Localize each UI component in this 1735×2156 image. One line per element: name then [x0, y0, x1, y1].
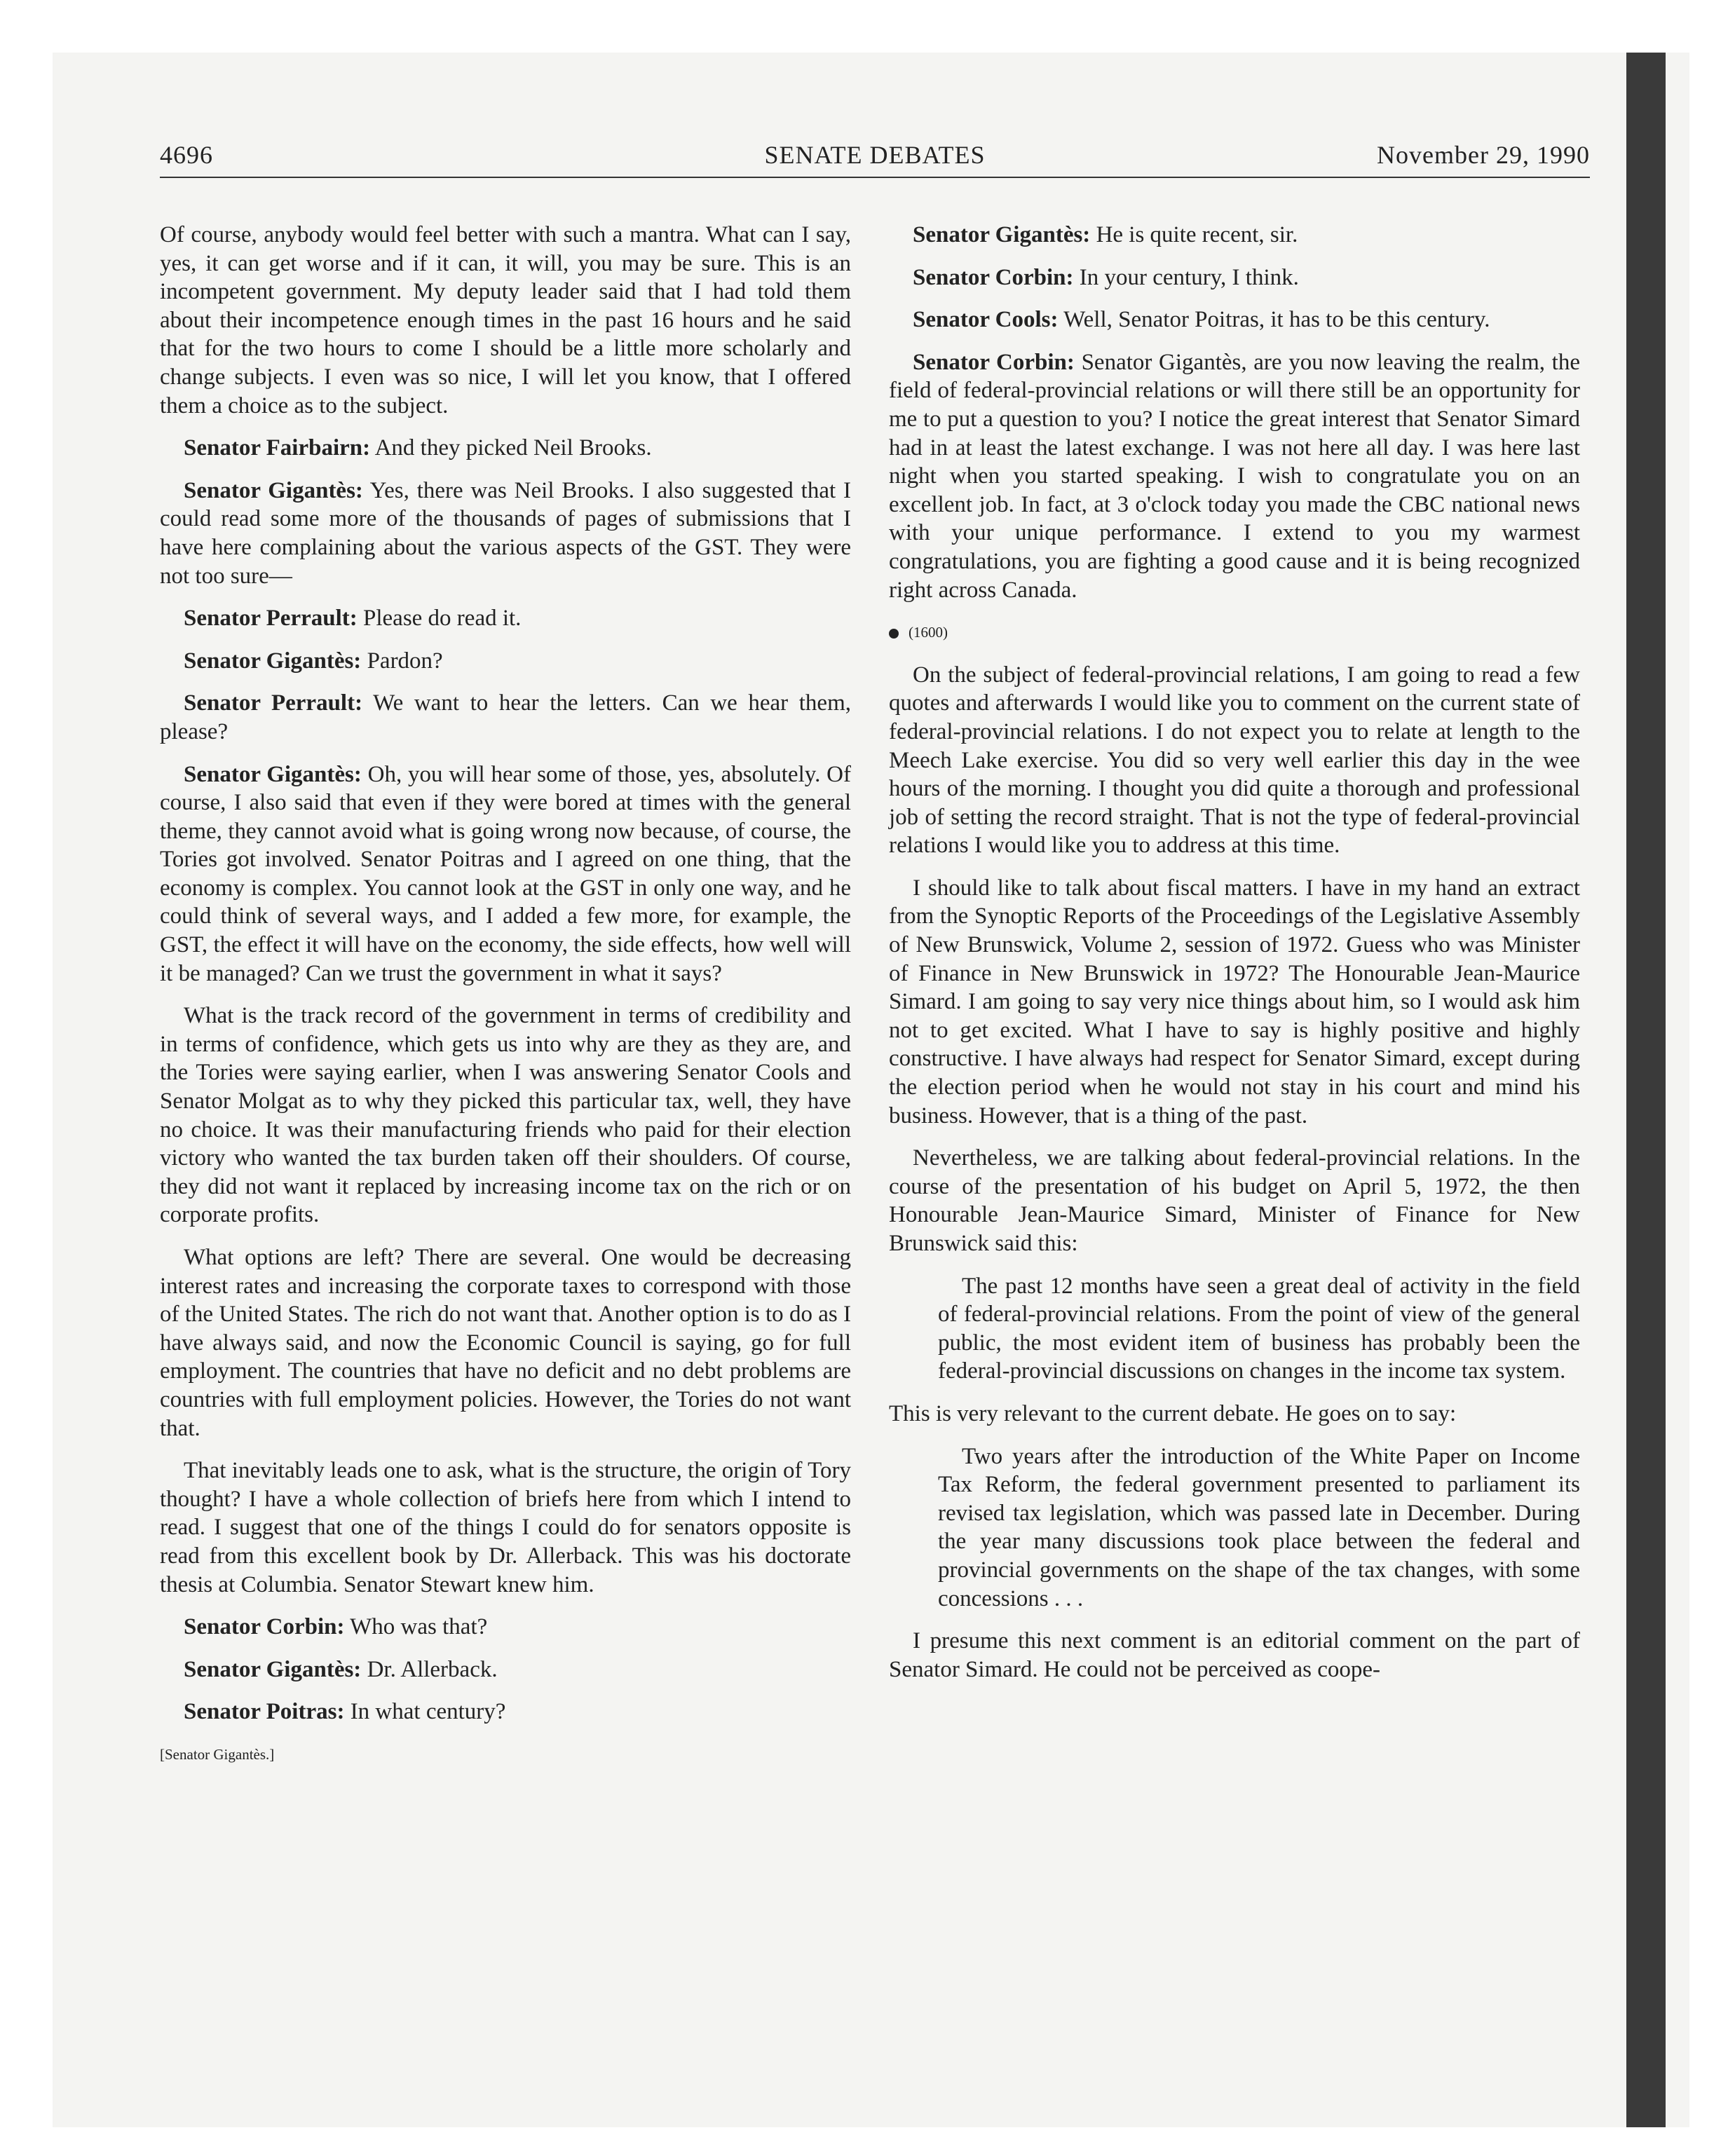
speaker-name: Senator Corbin:: [913, 264, 1074, 290]
speaker-name: Senator Corbin:: [913, 349, 1075, 375]
speaker-name: Senator Corbin:: [184, 1614, 345, 1640]
speech-text: Well, Senator Poitras, it has to be this century.: [1063, 307, 1490, 333]
page-number: 4696: [160, 141, 213, 169]
publication-date: November 29, 1990: [1377, 141, 1590, 169]
speech-text: We want to hear the letters. Can we hear them, please?: [160, 690, 851, 744]
body-paragraph: On the subject of federal-provincial relations, I am going to read a few quotes and afterwards I would like you to comment on the current state of federal-provincial relations. I do not expect you to relate at length to the Meech Lake exercise. You did so very well earlier this day in the wee hours of the morning. I thought you did quite a thorough and professional job of setting the record straight. That is not the type of federal-provincial relations I would like you to address at this time.: [889, 662, 1580, 859]
speaker-name: Senator Cools:: [913, 307, 1059, 333]
speech-text: He is quite recent, sir.: [1096, 222, 1298, 247]
speaker-name: Senator Perrault:: [184, 690, 363, 716]
speaker-name: Senator Gigantès:: [184, 477, 363, 503]
speaker-name: Senator Perrault:: [184, 606, 358, 632]
speech-paragraph: [889, 264, 1580, 292]
speech-paragraph: [160, 1613, 851, 1642]
body-paragraph: I should like to talk about fiscal matters. I have in my hand an extract from the Synoptic Reports of the Proceedings of the Legislative Assembly of New Brunswick, Volume 2, session of 1972. Guess who was Minister of Finance in New Brunswick in 1972? The Honourable Jean-Maurice Simard. I am going to say very nice things about him, so I would ask him not to get excited. What I have to say is highly positive and highly constructive. I have always had respect for Senator Simard, except during the election period when he would not stay in his court and mind his business. However, that is a thing of the past.: [889, 875, 1580, 1128]
speech-paragraph: [160, 1698, 851, 1726]
bullet-icon: [889, 629, 899, 639]
speaker-name: Senator Poitras:: [184, 1699, 345, 1725]
speaker-name: Senator Gigantès:: [184, 1656, 362, 1682]
speech-text: Oh, you will hear some of those, yes, absolutely. Of course, I also said that even if they were bored at times with the general theme, they cannot avoid what is going wrong now because, of course, the Tories got involved. Senator Poitras and I agreed on one thing, that the economy is complex. You cannot look at the GST in only one way, and he could think of several ways, and I added a few more, for example, the GST, the effect it will have on the economy, the side effects, how well will it be managed? Can we trust the government in what it says?: [160, 761, 851, 986]
time-marker: [889, 618, 1580, 647]
body-paragraph: Of course, anybody would feel better with such a mantra. What can I say, yes, it can get worse and if it can, it will, you may be sure. This is an incompetent government. My deputy leader said that I had told them about their incompetence enough times in the past 16 hours and he said that for the two hours to come I should be a little more scholarly and change subjects. I even was so nice, I will let you know, that I offered them a choice as to the subject.: [160, 222, 851, 418]
block-quote: The past 12 months have seen a great deal of activity in the field of federal-provincial relations. From the point of view of the general public, the most evident item of business has probably been the federal-provincial discussions on changes in the income tax system.: [938, 1273, 1580, 1384]
speech-paragraph: [160, 477, 851, 590]
body-paragraph: What is the track record of the government in terms of credibility and in terms of confidence, which gets us into why are they as they are, and the Tories were saying earlier, when I was answering Senator Cools and Senator Molgat as to why they picked this particular tax, well, they have no choice. It was their manufacturing friends who paid for their election victory who wanted the tax burden taken off their shoulders. Of course, they did not want it replaced by increasing income tax on the rich or on corporate profits.: [160, 1003, 851, 1228]
speaker-name: Senator Gigantès:: [913, 222, 1091, 247]
speech-paragraph: [889, 306, 1580, 334]
speech-text: Who was that?: [350, 1614, 488, 1640]
speech-paragraph: [160, 1656, 851, 1684]
speech-text: And they picked Neil Brooks.: [374, 435, 652, 461]
body-paragraph: This is very relevant to the current debate. He goes on to say:: [889, 1400, 1457, 1426]
page-header: [160, 140, 1590, 178]
scan-edge-bar: [1626, 53, 1666, 2127]
speech-paragraph: [160, 760, 851, 988]
body-paragraph: That inevitably leads one to ask, what is the structure, the origin of Tory thought? I have a whole collection of briefs here from which I intend to read. I suggest that one of the things I could do for senators opposite is read from this excellent book by Dr. Allerback. This was his doctorate thesis at Columbia. Senator Stewart knew him.: [160, 1458, 851, 1597]
speech-paragraph: [160, 647, 851, 676]
block-quote: Two years after the introduction of the White Paper on Income Tax Reform, the federal government presented to parliament its revised tax legislation, which was passed late in December. During the year many discussions took place between the federal and provincial governments on the shape of the tax changes, with some concessions . . .: [938, 1443, 1580, 1611]
publication-title: SENATE DEBATES: [764, 141, 986, 169]
speech-paragraph: [160, 689, 851, 746]
speech-paragraph: [160, 434, 851, 463]
body-paragraph: What options are left? There are several. One would be decreasing interest rates and increasing the corporate taxes to correspond with those of the United States. The rich do not want that. Another option is to do as I have always said, and now the Economic Council is saying, go for full employment. The countries that have no deficit and no debt problems are countries with full employment policies. However, the Tories do not want that.: [160, 1245, 851, 1441]
speech-paragraph: [160, 604, 851, 633]
speaker-name: Senator Gigantès:: [184, 761, 362, 787]
speaker-name: Senator Fairbairn:: [184, 435, 371, 461]
speech-text: Dr. Allerback.: [367, 1656, 498, 1682]
speech-paragraph: [889, 221, 1580, 250]
speech-paragraph: [889, 348, 1580, 604]
right-column: [889, 221, 1580, 1698]
left-column: [160, 221, 851, 1783]
body-paragraph: Nevertheless, we are talking about federal-provincial relations. In the course of the presentation of his budget on April 5, 1972, the then Honourable Jean-Maurice Simard, Minister of Finance for New Brunswick said this:: [889, 1145, 1580, 1256]
speech-text: Yes, there was Neil Brooks. I also suggested that I could read some more of the thousands of pages of submissions that I have here complaining about the various aspects of the GST. They were not too sure—: [160, 477, 851, 589]
speech-text: In your century, I think.: [1079, 264, 1299, 290]
speaker-name: Senator Gigantès:: [184, 648, 362, 674]
speech-text: Pardon?: [367, 648, 443, 674]
time-marker-text: (1600): [909, 624, 948, 641]
speech-text: In what century?: [350, 1699, 506, 1725]
speaker-footnote: [Senator Gigantès.]: [160, 1745, 275, 1763]
speech-text: Senator Gigantès, are you now leaving the realm, the field of federal-provincial relations or will there still be an opportunity for me to put a question to you? I notice the great interest that Senator Simard had in at least the latest exchange. I was not here all day. I was here last night when you started speaking. I wish to congratulate you on an excellent job. In fact, at 3 o'clock today you made the CBC national news with your unique performance. I extend to you my warmest congratulations, you are fighting a good cause and it is being recognized right across Canada.: [889, 349, 1580, 603]
speech-text: Please do read it.: [363, 606, 522, 632]
body-paragraph: I presume this next comment is an editorial comment on the part of Senator Simard. He could not be perceived as coope-: [889, 1628, 1580, 1682]
